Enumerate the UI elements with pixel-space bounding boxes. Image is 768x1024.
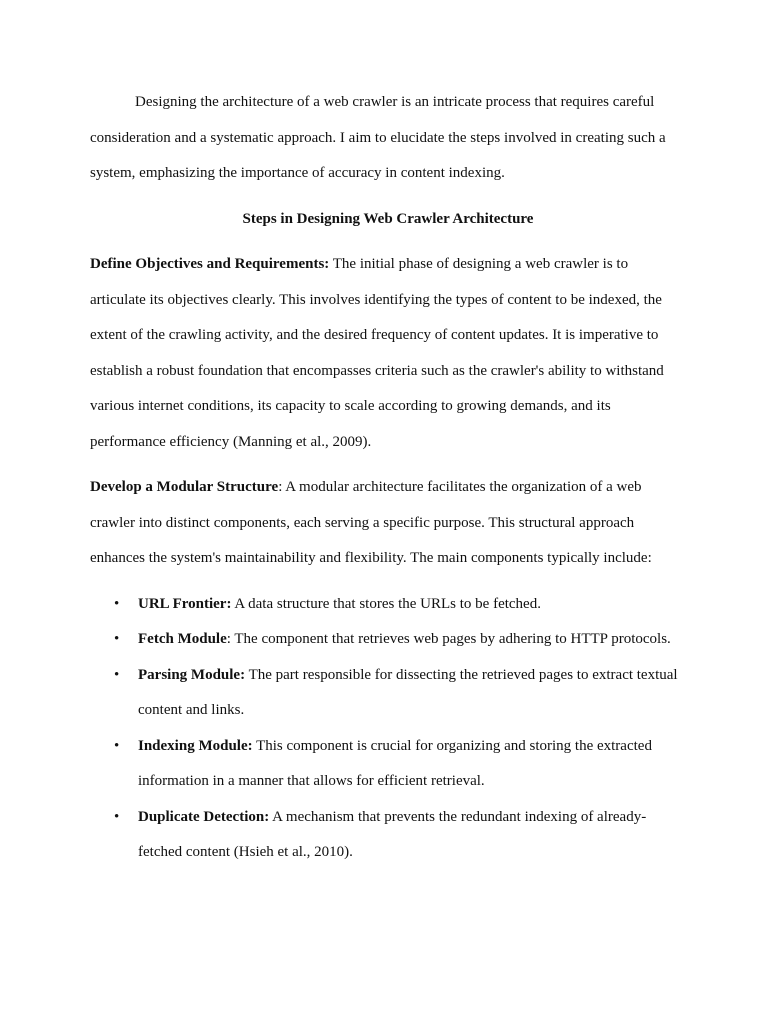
component-text: : The component that retrieves web pages by adhering to HTTP protocols. (226, 631, 671, 647)
component-label: URL Frontier: (138, 595, 232, 612)
component-label: Indexing Module: (138, 737, 253, 754)
modular-paragraph (90, 470, 686, 577)
bullet-icon: • (114, 808, 120, 825)
list-item (90, 658, 686, 729)
bullet-icon: • (114, 737, 120, 754)
document-body (90, 85, 686, 871)
component-label: Parsing Module: (138, 666, 246, 683)
modular-label: Develop a Modular Structure (90, 479, 279, 495)
section-heading: Steps in Designing Web Crawler Architecture (242, 210, 534, 227)
objectives-paragraph (90, 247, 686, 460)
list-item (90, 587, 686, 623)
list-item (90, 729, 686, 800)
bullet-icon: • (114, 631, 120, 647)
bullet-icon: • (114, 595, 120, 612)
component-text: A data structure that stores the URLs to be fetched. (231, 595, 541, 612)
component-text: This component is crucial for organizing and storing the extracted information in a manner that allows for efficient retrieval. (138, 737, 652, 789)
component-label: Duplicate Detection: (138, 808, 270, 825)
objectives-text: The initial phase of designing a web crawler is to articulate its objectives clearly. This involves identifying the types of content to be indexed, the extent of the crawling activity, and the desired frequency of content updates. It is imperative to establish a robust foundation that encompasses criteria such as the crawler's ability to withstand various internet conditions, its capacity to scale according to growing demands, and its performance efficiency (Manning et al., 2009). (90, 256, 664, 450)
bullet-icon: • (114, 666, 120, 683)
modular-text: : A modular architecture facilitates the organization of a web crawler into distinct components, each serving a specific purpose. This structural approach enhances the system's maintainability and flexibility. The main components typically include: (90, 479, 652, 566)
objectives-label: Define Objectives and Requirements: (90, 256, 330, 272)
list-item (90, 622, 686, 658)
component-text: The part responsible for dissecting the retrieved pages to extract textual content and links. (138, 666, 678, 718)
component-text: A mechanism that prevents the redundant indexing of already-fetched content (Hsieh et al., 2010). (138, 808, 647, 860)
list-item (90, 800, 686, 871)
components-list (90, 587, 686, 871)
component-label: Fetch Module (138, 631, 227, 647)
intro-paragraph: Designing the architecture of a web crawler is an intricate process that requires careful consideration and a systematic approach. I aim to elucidate the steps involved in creating such a system, emphasizing the importance of accuracy in content indexing. (90, 94, 666, 181)
